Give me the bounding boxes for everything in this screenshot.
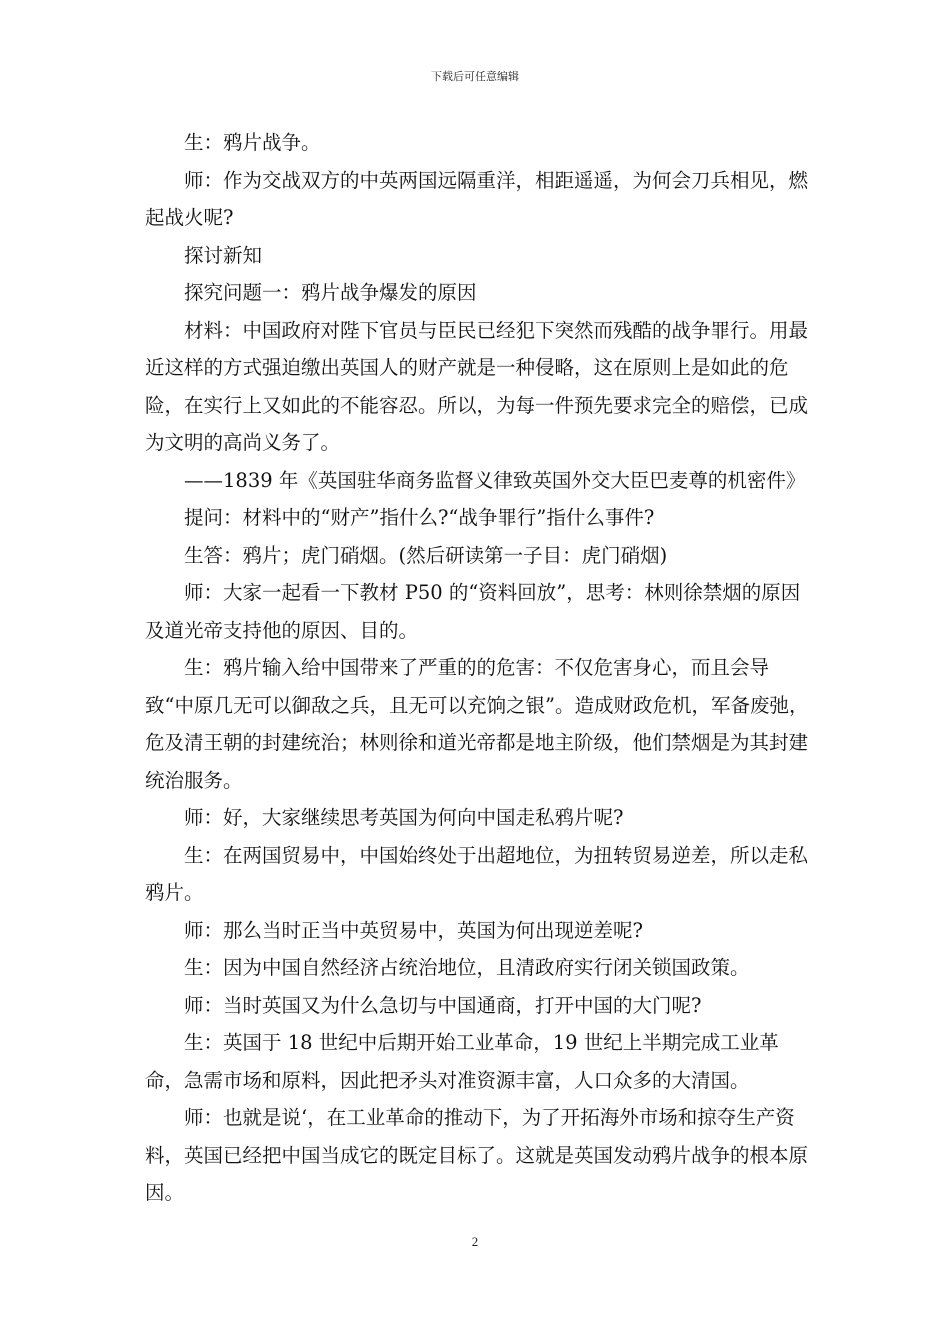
body-text [145,124,809,1212]
paragraph: 师：大家一起看一下教材 P50 的“资料回放”，思考：林则徐禁烟的原因及道光帝支持他的原因、目的。 [145,581,801,642]
paragraph: 生：鸦片战争。 [184,131,321,154]
paragraph: 师：那么当时正当中英贸易中，英国为何出现逆差呢? [184,918,643,942]
paragraph: 生答：鸦片；虎门硝烟。(然后研读第一子目：虎门硝烟) [184,543,668,567]
paragraph: 师：好，大家继续思考英国为何向中国走私鸦片呢? [184,806,624,829]
paragraph: 师：当时英国又为什么急切与中国通商，打开中国的大门呢? [184,993,702,1017]
paragraph: 生：在两国贸易中，中国始终处于出超地位，为扭转贸易逆差，所以走私鸦片。 [145,843,809,904]
paragraph: 生：鸦片输入给中国带来了严重的的危害：不仅危害身心，而且会导致“中原几无可以御敌之兵，且无可以充饷之银”。造成财政危机，军备废弛，危及清王朝的封建统治；林则徐和道光帝都是地主阶级，他们禁烟是为其封建统治服务。 [145,656,809,792]
page-header: 下载后可任意编辑 [431,70,519,83]
paragraph: 师：也就是说‘，在工业革命的推动下，为了开拓海外市场和掠夺生产资料，英国已经把中国当成它的既定目标了。这就是英国发动鸦片战争的根本原因。 [145,1106,809,1204]
paragraph: 提问：材料中的“财产”指什么?“战争罪行”指什么事件? [184,506,655,529]
paragraph: 探讨新知 [184,243,263,267]
page-number: 2 [471,1234,479,1249]
paragraph: ——1839 年《英国驻华商务监督义律致英国外交大臣巴麦尊的机密件》 [184,468,806,492]
paragraph: 生：因为中国自然经济占统治地位，且清政府实行闭关锁国政策。 [184,956,750,979]
paragraph: 材料：中国政府对陛下官员与臣民已经犯下突然而残酷的战争罪行。用最近这样的方式强迫缴出英国人的财产就是一种侵略，这在原则上是如此的危险，在实行上又如此的不能容忍。所以，为每一件预先要求完全的赔偿，已成为文明的高尚义务了。 [145,318,809,454]
paragraph: 生：英国于 18 世纪中后期开始工业革命，19 世纪上半期完成工业革命，急需市场和原料，因此把矛头对准资源丰富，人口众多的大清国。 [145,1031,779,1092]
paragraph: 师：作为交战双方的中英两国远隔重洋，相距遥遥，为何会刀兵相见，燃起战火呢? [145,168,809,229]
paragraph: 探究问题一：鸦片战争爆发的原因 [184,281,477,304]
